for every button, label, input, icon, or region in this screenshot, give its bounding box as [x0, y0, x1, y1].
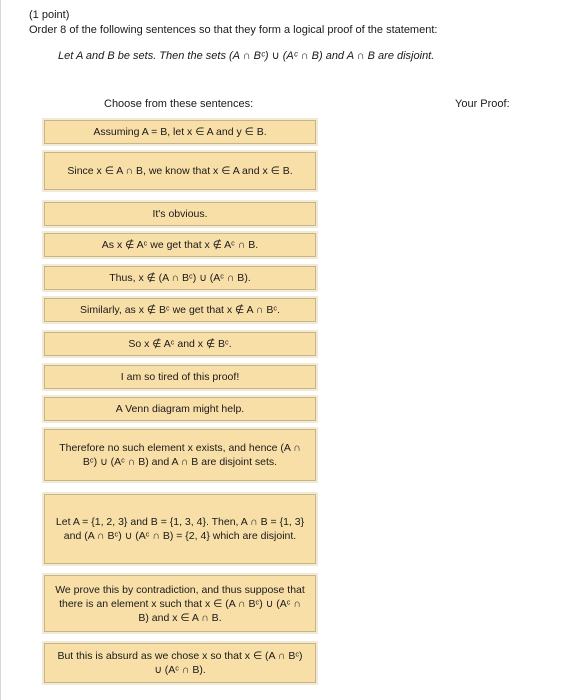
sentence-card[interactable] — [44, 397, 316, 421]
proof-drop-zone[interactable] — [424, 116, 554, 676]
sentence-text: I am so tired of this proof! — [120, 371, 240, 383]
sentence-text: So x ∉ Aᶜ and x ∉ Bᶜ. — [128, 338, 232, 350]
sentence-text: Assuming A = B, let x ∈ A and y ∈ B. — [93, 126, 267, 138]
sentence-text: A Venn diagram might help. — [115, 403, 245, 415]
statement-text: Let A and B be sets. Then the sets (A ∩ Bᶜ) ∪ (Aᶜ ∩ B) and A ∩ B are disjoint. — [58, 50, 435, 62]
sentence-text: We prove this by contradiction, and thus suppose that there is an element x such that x ∈ (A ∩ Bᶜ) ∪ (Aᶜ ∩ B) and x ∈ A ∩ B. — [55, 583, 305, 624]
sentence-card[interactable] — [44, 643, 316, 683]
sentence-card[interactable] — [44, 365, 316, 389]
sentence-card[interactable] — [44, 266, 316, 290]
sentence-text: Similarly, as x ∉ Bᶜ we get that x ∉ A ∩ Bᶜ. — [80, 304, 280, 316]
sentence-card[interactable] — [44, 429, 316, 481]
sentence-text: Thus, x ∉ (A ∩ Bᶜ) ∪ (Aᶜ ∩ B). — [109, 272, 251, 284]
sentence-card[interactable] — [44, 494, 316, 564]
sentence-card[interactable] — [44, 152, 316, 190]
sentence-card[interactable] — [44, 202, 316, 226]
your-proof-label: Your Proof: — [455, 98, 510, 110]
sentence-card[interactable] — [44, 120, 316, 144]
sentence-text: It's obvious. — [152, 208, 208, 220]
sentence-card[interactable] — [44, 233, 316, 257]
sentence-text: Since x ∈ A ∩ B, we know that x ∈ A and x ∈ B. — [67, 165, 293, 177]
sentence-text: Therefore no such element x exists, and hence (A ∩ Bᶜ) ∪ (Aᶜ ∩ B) and A ∩ B are disjoint sets. — [59, 442, 301, 468]
sentence-card[interactable] — [44, 332, 316, 356]
sentence-card[interactable] — [44, 298, 316, 322]
sentence-text: As x ∉ Aᶜ we get that x ∉ Aᶜ ∩ B. — [101, 239, 259, 251]
sentence-text: Let A = {1, 2, 3} and B = {1, 3, 4}. Then, A ∩ B = {1, 3} and (A ∩ Bᶜ) ∪ (Aᶜ ∩ B) = {2, 4} which are disjoint. — [55, 516, 305, 542]
choose-label: Choose from these sentences: — [104, 98, 254, 110]
points-label: (1 point) — [29, 9, 70, 21]
instruction-text: Order 8 of the following sentences so that they form a logical proof of the statement: — [29, 24, 438, 36]
sentence-card[interactable] — [44, 575, 316, 632]
sentence-text: But this is absurd as we chose x so that x ∈ (A ∩ Bᶜ) ∪ (Aᶜ ∩ B). — [57, 650, 303, 676]
